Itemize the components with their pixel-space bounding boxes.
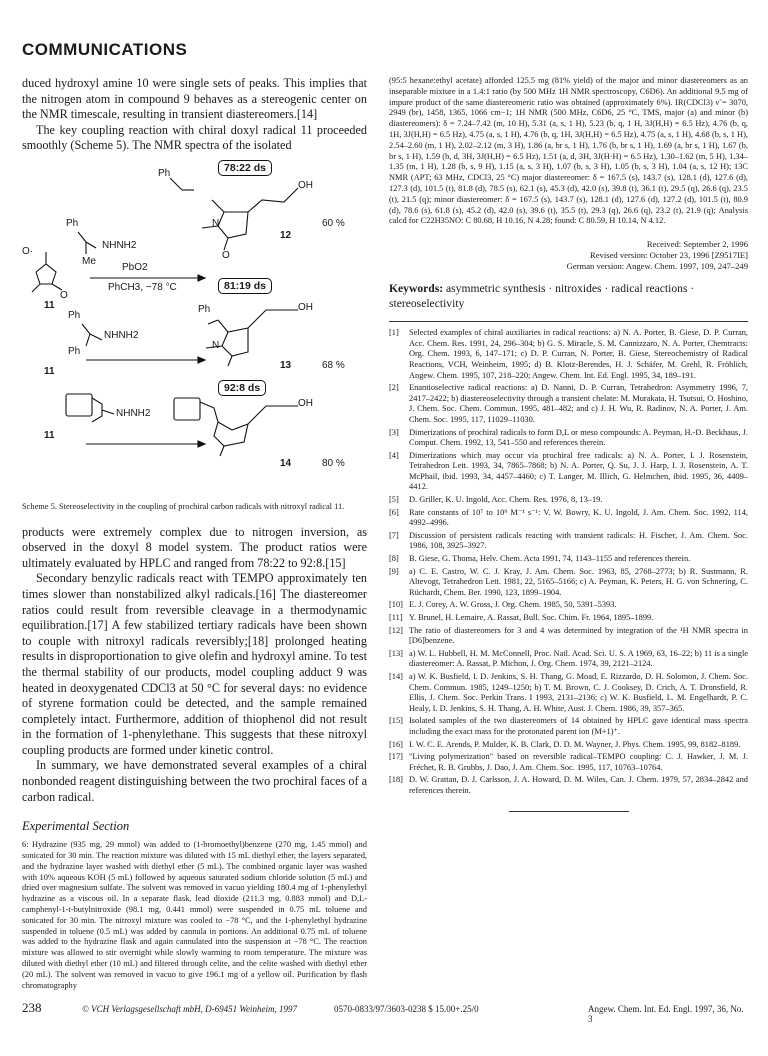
reference-number: [3] — [389, 427, 399, 437]
reference-item — [389, 626, 748, 647]
yield-13: 68 % — [322, 359, 345, 371]
label-me: Me — [82, 255, 96, 267]
reference-item — [389, 495, 748, 506]
paragraph: The key coupling reaction with chiral doxyl radical 11 proceeded smoothly (Scheme 5). The NMR spectra of the isolated — [22, 122, 367, 153]
experimental-heading: Experimental Section — [22, 819, 130, 834]
experimental-text: 6: Hydrazine (935 mg, 29 mmol) was added to (1-bromoethyl)benzene (270 mg, 1.45 mmol) and sonicated for 30 min. The reaction mixture was diluted with 15 mL diethyl ether, the layers separated, and the hydrazine layer washed with diethyl ether (5 mL). The combined organic layer was washed with 10% aqueous KOH (5 mL) followed by aqueous saturated sodium chloride solution (5 mL) and dried over magnesium sulfate. The solvent was removed in vacuo yielding 180.4 mg of 1-phenylethyl hydrazine as a viscous oil. In a separate flask, lead dioxide (211.3 mg, 0.883 mmol) and D,L-camphenyl-1-t-butylnitroxide (98.1 mg, 0.441 mmol) were suspended in 0.75 mL toluene and sonicated for 30 min. The nitroxyl mixture was cooled to −78 °C, and the 1-phenylethyl hydrazine suspended in toluene (0.5 mL) was added by cannula in portions. An additional 0.75 mL of toluene was added to the hydrazine flask and again cannulated into the suspension at −78 °C. The reaction mixture was allowed to stir overnight while slowly warming to room temperature. The mixture was diluted with diethyl ether (10 mL) and filtered through celite, and the celite washed with diethyl ether (20 mL). The solvent was removed in vacuo to give 196.1 mg of a yellow oil. Purification by flash chromatography — [22, 840, 367, 990]
experimental-text-continued: (95:5 hexane:ethyl acetate) afforded 125.5 mg (81% yield) of the major and minor diastereomers as an inseparable mixture in a 1.4:1 ratio (by 500 MHz 1H NMR spectroscopy, C6D6). An additional 9.5 mg of impure product of the same diastereomeric ratio was obtained (approximately 6%). IR(CDCl3) ν̃ = 3070, 2949 (br), 1458, 1365, 1066 cm−1; 1H NMR (500 MHz, C6D6, 25 °C, TMS, major (a) and minor (b) diastereomers): δ = 7.24–7.42 (m, 10 H), 5.31 (a, s, 1 H), 5.23 (b, q, 1 H, 3J(H,H) = 6.5 Hz), 4.76 (b, q, 1H, 3J(H,H) = 6.5 Hz), 4.75 (a, s, 1 H), 4.76 (b, q, 1H, 3J(H,H) = 6.5 Hz), 4.75 (a, s, 1 H), 4.68 (b, s, 1 H), 2.54–2.60 (m, 1 H), 2.02–2.12 (m, 3 H), 1.86 (a, br s, 1 H), 1.76 (b, br s, 1 H), 1.69 (a, br s, 1 H), 1.67 (b, br s, 1 H), 1.59 (b, d, 3H, 3J(H,H) = 6.5 Hz), 1.51 (a, d, 3H, 3J(H·H) = 6.5 Hz), 1.30–1.62 (m, 5 H), 1.34–1.35 (m, 1 H), 1.28 (b, s, 9 H), 1.15 (a, s, 3 H), 1.07 (b, s, 3 H), 1.05 (b, s, 3 H), 1.04 (a, s, 12 H); 13C NMR (APT; 63 MHz, CDCl3, 25 °C) major diastereomer: δ = 167.5 (s), 143.7 (s), 128.1 (d), 127.6 (d), 127.3 (d), 101.5 (t), 81.8 (d), 78.5 (s), 62.1 (s), 45.3 (d), 42.0 (s), 39.8 (t), 36.1 (t), 29.5 (q), 26.6 (q), 23.5 (t), 21.5 (q); minor diastereomer: δ = 167.5 (s), 143.7 (s), 128.1 (d), 127.6 (d), 127.2 (d), 101.5 (t), 80.9 (d), 78.6 (s), 61.8 (s), 45.2 (d), 42.0 (s), 39.6 (t), 35.5 (t), 29.3 (q), 26.6 (q), 23.2 (t), 21.9 (q); Analysis calcd for C22H35NO: C 80.68, H 10.16, N 4.28; found: C 80.59, H 10.14, N 4.12. — [389, 76, 748, 226]
reference-number: [4] — [389, 450, 399, 460]
received-line: Received: September 2, 1996 — [646, 239, 748, 250]
reference-number: [12] — [389, 625, 403, 635]
label-n: N — [212, 339, 220, 351]
reference-item — [389, 508, 748, 529]
keywords-list: asymmetric synthesis · nitroxides · radical reactions · stereoselectivity — [389, 282, 695, 310]
end-rule — [509, 811, 629, 812]
page-header — [22, 40, 748, 60]
publisher: © VCH Verlagsgesellschaft mbH, D-69451 Weinheim, 1997 — [82, 1004, 297, 1014]
label-oh: OH — [298, 179, 313, 191]
yield-14: 80 % — [322, 457, 345, 469]
reference-item — [389, 672, 748, 714]
left-column — [22, 76, 367, 991]
molecule-12 — [170, 178, 298, 250]
paragraph: products were extremely complex due to nitrogen inversion, as observed in the doxyl 8 model system. The product ratios were ultimately evaluated by HPLC and ranged from 78:22 to 92:8.[15] — [22, 524, 367, 570]
compound-11-label: 11 — [44, 365, 55, 377]
received-dates — [389, 239, 748, 272]
reference-text: D. W. Grattan, D. J. Carlsson, J. A. Howard, D. M. Wiles, Can. J. Chem. 1979, 57, 2834–2842 and references therein. — [409, 775, 748, 795]
label-o: O — [60, 289, 68, 301]
article-code: 0570-0833/97/3603-0238 $ 15.00+.25/0 — [334, 1004, 479, 1014]
paragraph: In summary, we have demonstrated several examples of a chiral nonbonded reagent distinguishing between the two prochiral faces of a carbon radical. — [22, 758, 367, 804]
label-o: O — [222, 249, 230, 261]
reference-item — [389, 451, 748, 493]
reference-text: Rate constants of 10⁷ to 10⁹ M⁻¹ s⁻¹: V. W. Bowry, K. U. Ingold, J. Am. Chem. Soc. 1992, 114, 4992–4996. — [409, 507, 748, 528]
reference-item — [389, 740, 748, 751]
paragraph: Secondary benzylic radicals react with TEMPO approximately ten times slower than nonstabilized alkyl radicals.[16] The diastereomer ratios could result from reversible cleavage in a thermodynamic equilibration.[17] A few stabilized tertiary radicals have been shown to couple with nitroxyl radicals reversibly;[18] prolonged heating results in disproportionation to give olefin and hydroxyl amine. To test the thermal stability of our products, model coupling adduct 9 was heated in deoxygenated CDCl3 at 50 °C for several days: no evidence of styrene formation could be detected, and the sample remained completely intact. Furthermore, addition of thiophenol did not result in the formation of 1-phenylethane. This suggests that these nitroxyl coupling products are formed under kinetic control. — [22, 571, 367, 757]
compound-12-label: 12 — [280, 229, 292, 241]
reference-item — [389, 567, 748, 599]
ds-ratio-badge: 92:8 ds — [218, 380, 266, 396]
label-ph: Ph — [68, 309, 81, 321]
reference-number: [9] — [389, 566, 399, 576]
reference-item — [389, 328, 748, 381]
scheme-5 — [22, 160, 367, 498]
reference-number: [17] — [389, 752, 403, 762]
reference-number: [15] — [389, 716, 403, 726]
reference-item — [389, 716, 748, 737]
molecule-11-row2 — [86, 357, 205, 363]
reference-item — [389, 752, 748, 773]
reference-number: [16] — [389, 739, 403, 749]
section-title: COMMUNICATIONS — [22, 40, 191, 60]
compound-14-label: 14 — [280, 457, 292, 469]
reference-item — [389, 649, 748, 670]
reference-text: I. W. C. E. Arends, P. Mulder, K. B. Clark, D. D. M. Wayner, J. Phys. Chem. 1995, 99, 8182–8189. — [409, 739, 741, 749]
reference-number: [1] — [389, 328, 399, 338]
label-o-radical: O· — [22, 245, 34, 257]
reference-item — [389, 613, 748, 624]
reference-text: D. Griller, K. U. Ingold, Acc. Chem. Res. 1976, 8, 13–19. — [409, 495, 603, 505]
reference-text: "Living polymerization" based on reversible radical–TEMPO coupling: C. J. Hawker, J. M. J. Fréchet, R. B. Grubbs, J. Dao, J. Am. Chem. Soc. 1995, 117, 10763–10764. — [409, 752, 748, 772]
scheme-caption: Scheme 5. Stereoselectivity in the coupling of prochiral carbon radicals with nitroxyl radical 11. — [22, 501, 345, 511]
reference-number: [5] — [389, 495, 399, 505]
label-ph: Ph — [68, 345, 81, 357]
reference-text: Dimerizations of prochiral radicals to form D,L or meso compounds: A. Peyman, H.-D. Beckhaus, J. Comput. Chem. 1992, 13, 541–550 and references therein. — [409, 427, 748, 448]
arrow-head — [198, 441, 205, 447]
reference-text: Selected examples of chiral auxiliaries in radical reactions: a) N. A. Porter, B. Giese, D. P. Curran, Acc. Chem. Res. 1991, 24, 296–304; b) G. S. Miracle, S. M. Cannizzaro, N. A. Porter, Chemtracts: Org. Chem. 1993, 6, 147–171; c) D. P. Curran, N. Porter, B. Giese, Stereochemistry of Radical Reactions, VCH, Weinheim, 1995; d) B. Klotz-Berendes, H. J. Schäfer, M. Grehl, R. Fröhlich, Angew. Chem. 1995, 107, 218–220; Angew. Chem. Int. Ed. Engl. 1995, 34, 189–191. — [409, 328, 748, 380]
reference-text: Enantioselective radical reactions: a) D. Nanni, D. P. Curran, Tetrahedron: Asymmetry 1996, 7, 2417–2422; b) diastereoselectivity through a transient chelate: M. Murakata, H. Tsutsui, O. Hoshino, J. Chem. Soc. Chem. Commun. 1995, 481–482; and c) J. H. Wu, R. Radinov, N. A. Porter, J. Am. Chem. Soc. 1995, 117, 11029–11030. — [409, 383, 748, 424]
compound-13-label: 13 — [280, 359, 292, 371]
reference-number: [14] — [389, 671, 403, 681]
keywords-label: Keywords: — [389, 282, 444, 296]
label-nhnh2: NHNH2 — [104, 329, 139, 341]
german-version-line: German version: Angew. Chem. 1997, 109, 247–249 — [566, 261, 748, 272]
reference-item — [389, 554, 748, 565]
references — [389, 321, 748, 796]
label-oh: OH — [298, 397, 313, 409]
reference-item — [389, 531, 748, 552]
label-nhnh2: NHNH2 — [102, 239, 137, 251]
paragraph: duced hydroxyl amine 10 were single sets of peaks. This implies that the nitrogen atom in compound 9 behaves as a stereogenic center on the NMR timescale, resulting in transient diastereomers.[14] — [22, 76, 367, 122]
reference-number: [11] — [389, 613, 403, 622]
reference-text: Dimerizations which may occur via prochiral free radicals: a) N. A. Porter, I. J. Rosenstein, Tetrahedron Lett. 1993, 34, 7865–7868; b) N. A. Porter, Q. Su, J. J. Harp, I. J. Rosenstein, A. T. McPhail, ibid. 1993, 34, 4457–4460; c) T. Langer, M. Illich, G. Helmchen, ibid. 1995, 36, 4409–4412. — [409, 450, 748, 492]
label-n: N — [212, 217, 220, 229]
journal-citation: Angew. Chem. Int. Ed. Engl. 1997, 36, No. 3 — [588, 1004, 744, 1024]
reference-text: a) W. K. Busfield, I. D. Jenkins, S. H. Thang, G. Moad, E. Rizzardo, D. H. Solomon, J. Chem. Soc. Chem. Commun. 1985, 1249–1250; b) T. M. Brown, C. J. Cooksey, D. Crich, A. T. Dronsfield, R. Ellis, J. Chem. Soc. Perkin Trans. I 1993, 2131–2136; c) W. K. Busfield, L. M. Engelhardt, P. C. Healy, I. D. Jenkins, S. H. Thang, A. H. White, Aust. J. Chem. 1986, 39, 357–365. — [409, 671, 748, 713]
label-ph: Ph — [158, 167, 171, 179]
ds-ratio-badge: 81:19 ds — [218, 278, 272, 294]
reference-number: [8] — [389, 554, 399, 564]
compound-11-label: 11 — [44, 429, 55, 441]
reference-text: Isolated samples of the two diastereomers of 14 obtained by HPLC gave identical mass spectra including the exact mass for the protonated parent ion (M+1)⁺. — [409, 716, 748, 736]
revised-line: Revised version: October 23, 1996 [Z9517IE] — [590, 250, 748, 261]
yield-12: 60 % — [322, 217, 345, 229]
label-nhnh2: NHNH2 — [116, 407, 151, 419]
reference-text: Discussion of persistent radicals reacting with transient radicals: H. Fischer, J. Am. Chem. Soc. 1986, 108, 3925–3927. — [409, 530, 748, 551]
reference-item — [389, 600, 748, 611]
hydrazine-row2 — [82, 324, 102, 346]
label-ph: Ph — [198, 303, 211, 315]
arrow-head — [198, 275, 205, 281]
reference-item — [389, 428, 748, 449]
right-column — [389, 76, 748, 812]
page-number: 238 — [22, 1000, 42, 1015]
keywords — [389, 282, 748, 311]
reference-text: E. J. Corey, A. W. Gross, J. Org. Chem. 1985, 50, 5391–5393. — [409, 600, 617, 610]
compound-11-label: 11 — [44, 299, 55, 311]
molecule-13 — [206, 310, 298, 366]
reference-number: [2] — [389, 383, 399, 393]
reference-item — [389, 775, 748, 796]
molecule-11-row1 — [32, 252, 62, 292]
reference-number: [13] — [389, 648, 403, 658]
reagent-label: PbO2 — [122, 261, 148, 273]
hydrazine-row1 — [78, 232, 96, 254]
reference-text: a) W. L. Hubbell, H. M. McConnell, Proc. Natl. Acad. Sci. U. S. A 1969, 63, 16–22; b) 11 is a single diastereomer: A. Rassat, P. Michon, J. Org. Chem. 1974, 39, 2121–2124. — [409, 648, 748, 669]
reference-text: The ratio of diastereomers for 3 and 4 was determined by integration of the ¹H NMR spectra in [D6]benzene. — [409, 625, 748, 646]
reference-number: [18] — [389, 775, 403, 785]
reference-text: B. Giese, G. Thoma, Helv. Chem. Acta 1991, 74, 1143–1155 and references therein. — [409, 554, 691, 564]
reference-number: [10] — [389, 600, 403, 610]
reference-number: [6] — [389, 507, 399, 517]
reference-text: Y. Brunel, H. Lemaire, A. Rassat, Bull. Soc. Chim. Fr. 1964, 1895–1899. — [409, 613, 654, 622]
conditions-label: PhCH3, −78 °C — [108, 281, 177, 293]
reference-item — [389, 383, 748, 425]
ds-ratio-badge: 78:22 ds — [218, 160, 272, 176]
reference-text: a) C. E. Castro, W. C. J. Kray, J. Am. Chem. Soc. 1963, 85, 2768–2773; b) R. Sustmann, R. Altevogt, Tetrahedron Lett. 1981, 22, 5165–5166; c) A. Peyman, K. Peters, H. G. von Schnering, C. Rüchardt, Chem. Ber. 1990, 123, 1899–1904. — [409, 566, 748, 597]
hydrazine-row3 — [66, 394, 114, 422]
molecule-14 — [174, 398, 298, 456]
label-ph: Ph — [66, 217, 79, 229]
label-oh: OH — [298, 301, 313, 313]
reference-number: [7] — [389, 530, 399, 540]
